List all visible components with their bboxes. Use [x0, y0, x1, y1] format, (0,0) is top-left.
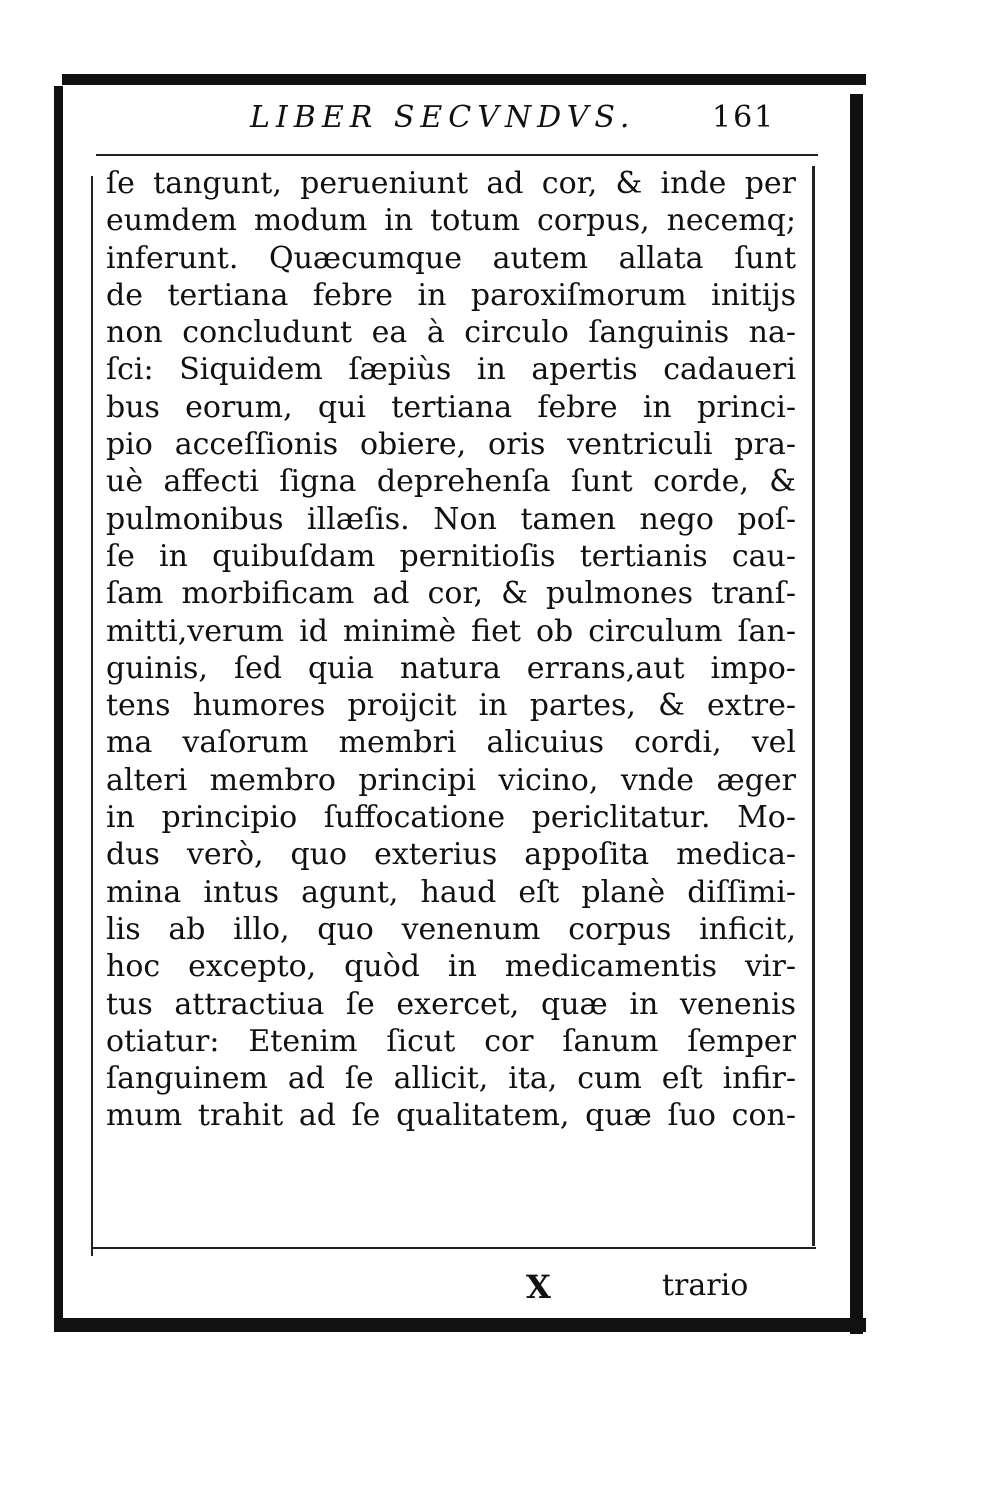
text-line: eumdem modum in totum corpus, necemq;	[106, 203, 796, 239]
text-line: mum trahit ad ſe qualitatem, quæ ſuo con-	[106, 1098, 796, 1134]
text-line: tus attractiua ſe exercet, quæ in venenis	[106, 986, 796, 1022]
footer-rule	[92, 1247, 816, 1249]
text-line: bus eorum, qui tertiana febre in princi-	[106, 389, 796, 425]
text-line: mitti,verum id minimè fiet ob circulum ſan-	[106, 613, 796, 649]
text-line: dus verò, quo exterius appoſita medica-	[106, 837, 796, 873]
running-title: LIBER SECVNDVS.	[250, 100, 636, 135]
signature-mark: X	[526, 1268, 551, 1306]
page-number: 161	[712, 100, 776, 135]
text-line: tens humores proijcit in partes, & extre-	[106, 688, 796, 724]
text-line: ſci: Siquidem ſæpiùs in apertis cadaueri	[106, 352, 796, 388]
text-line: otiatur: Etenim ſicut cor ſanum ſemper	[106, 1023, 796, 1059]
text-line: ma vaſorum membri alicuius cordi, vel	[106, 725, 796, 761]
text-line: non concludunt ea à circulo ſanguinis na-	[106, 315, 796, 351]
text-line: ſam morbificam ad cor, & pulmones tranſ-	[106, 576, 796, 612]
text-line: in principio ſuffocatione periclitatur. Mo-	[106, 800, 796, 836]
frame-right-border	[850, 94, 863, 1334]
header-rule	[96, 154, 818, 156]
text-line: alteri membro principi vicino, vnde æger	[106, 762, 796, 798]
text-line: ſanguinem ad ſe allicit, ita, cum eſt infir-	[106, 1061, 796, 1097]
text-line: de tertiana febre in paroxiſmorum initijs	[106, 277, 796, 313]
text-line: pio acceſſionis obiere, oris ventriculi pra-	[106, 427, 796, 463]
text-line: guinis, ſed quia natura errans,aut impo-	[106, 650, 796, 686]
text-line: lis ab illo, quo venenum corpus inficit,	[106, 911, 796, 947]
text-line: ſe in quibuſdam pernitioſis tertianis cau-	[106, 538, 796, 574]
frame-left-border	[54, 86, 63, 1332]
text-line: ſe tangunt, perueniunt ad cor, & inde per	[106, 166, 796, 201]
text-line: pulmonibus illæſis. Non tamen nego poſ-	[106, 501, 796, 537]
frame-top-border	[62, 74, 866, 85]
catchword: trario	[662, 1268, 749, 1303]
frame-bottom-border	[54, 1318, 866, 1332]
text-line: inferunt. Quæcumque autem allata ſunt	[106, 240, 796, 276]
text-line: mina intus agunt, haud eſt planè diſſimi-	[106, 874, 796, 910]
text-left-rule	[91, 176, 93, 1256]
body-text	[106, 165, 796, 1135]
text-line: hoc excepto, quòd in medicamentis vir-	[106, 949, 796, 985]
text-line: uè affecti ſigna deprehenſa ſunt corde, &	[106, 464, 796, 500]
text-right-rule	[812, 166, 815, 1246]
